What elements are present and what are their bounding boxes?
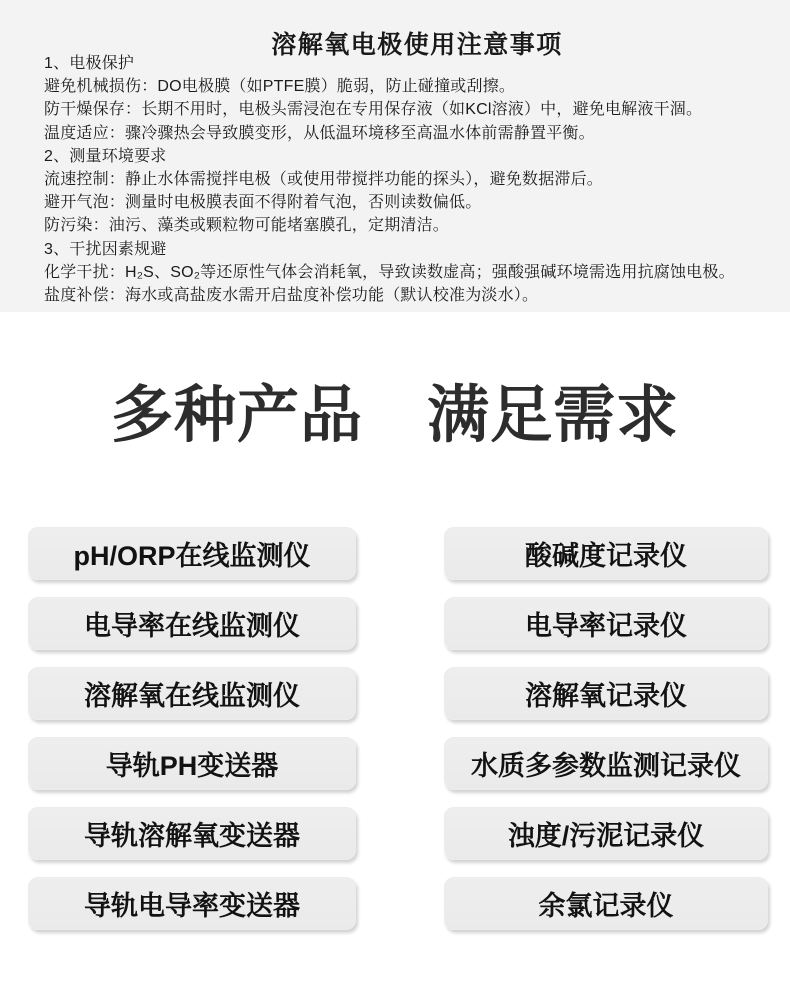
- notice-line-pollution: 防污染：油污、藻类或颗粒物可能堵塞膜孔，定期清洁。: [44, 217, 450, 235]
- headline-left: 多种产品: [110, 381, 363, 450]
- product-button-multiparameter-recorder[interactable]: 水质多参数监测记录仪: [444, 737, 768, 790]
- notice-line-item-3: 3、干扰因素规避: [44, 240, 167, 258]
- notice-line-salinity: 盐度补偿：海水或高盐废水需开启盐度补偿功能（默认校准为淡水）。: [44, 287, 539, 305]
- product-button-acidity-recorder[interactable]: 酸碱度记录仪: [444, 527, 768, 580]
- product-button-dissolved-oxygen-online-monitor[interactable]: 溶解氧在线监测仪: [28, 667, 356, 720]
- product-button-rail-conductivity-transmitter[interactable]: 导轨电导率变送器: [28, 877, 356, 930]
- product-button-turbidity-sludge-recorder[interactable]: 浊度/污泥记录仪: [444, 807, 768, 860]
- product-button-grid: [28, 527, 768, 930]
- notice-line-item-2: 2、测量环境要求: [44, 147, 167, 165]
- notice-line-dry-storage: 防干燥保存：长期不用时，电极头需浸泡在专用保存液（如KCl溶液）中，避免电解液干涸。: [44, 101, 703, 119]
- product-button-rail-ph-transmitter[interactable]: 导轨PH变送器: [28, 737, 356, 790]
- product-button-conductivity-recorder[interactable]: 电导率记录仪: [444, 597, 768, 650]
- product-button-conductivity-online-monitor[interactable]: 电导率在线监测仪: [28, 597, 356, 650]
- notice-line-mechanical-damage: 避免机械损伤：DO电极膜（如PTFE膜）脆弱，防止碰撞或刮擦。: [44, 78, 516, 96]
- product-button-residual-chlorine-recorder[interactable]: 余氯记录仪: [444, 877, 768, 930]
- notice-line-item-1: 1、电极保护: [44, 55, 135, 72]
- product-button-ph-orp-online-monitor[interactable]: pH/ORP在线监测仪: [28, 527, 356, 580]
- notice-line-bubbles: 避开气泡：测量时电极膜表面不得附着气泡，否则读数偏低。: [44, 194, 482, 212]
- notice-line-temperature: 温度适应：骤冷骤热会导致膜变形，从低温环境移至高温水体前需静置平衡。: [44, 124, 595, 142]
- notice-title: 溶解氧电极使用注意事项: [271, 31, 563, 59]
- product-column-right: [444, 527, 768, 930]
- notice-section: [0, 0, 790, 312]
- notice-line-chemical-interference: 化学干扰：H₂S、SO₂等还原性气体会消耗氧，导致读数虚高；强酸强碱环境需选用抗腐蚀电极。: [44, 263, 735, 281]
- product-button-rail-dissolved-oxygen-transmitter[interactable]: 导轨溶解氧变送器: [28, 807, 356, 860]
- notice-line-flow-control: 流速控制：静止水体需搅拌电极（或使用带搅拌功能的探头），避免数据滞后。: [44, 171, 604, 189]
- headline-right: 满足需求: [427, 381, 680, 450]
- notice-body: [44, 52, 774, 307]
- product-button-dissolved-oxygen-recorder[interactable]: 溶解氧记录仪: [444, 667, 768, 720]
- headline: [0, 382, 790, 450]
- product-column-left: [28, 527, 356, 930]
